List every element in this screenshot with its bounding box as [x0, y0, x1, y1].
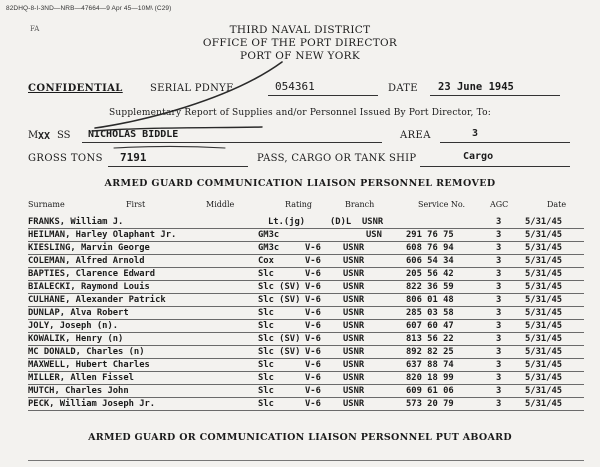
row-rating: Slc (SV) [258, 295, 301, 305]
confidential-label: CONFIDENTIAL [28, 83, 123, 94]
row-branch: USNR [343, 269, 365, 279]
row-branch-class: V-6 [305, 399, 321, 409]
corner-mark: FA [30, 25, 40, 33]
row-branch: USNR [343, 243, 365, 253]
row-date: 5/31/45 [525, 269, 563, 279]
column-header-branch: Branch [345, 200, 375, 209]
row-service-no: 820 18 99 [406, 373, 454, 383]
row-service-no: 892 82 25 [406, 347, 454, 357]
row-name: MAXWELL, Hubert Charles [28, 360, 150, 370]
ship-prefix-strikeout: XX [38, 131, 51, 142]
row-rating: Slc [258, 321, 274, 331]
row-agc: 3 [496, 334, 502, 344]
row-agc: 3 [496, 399, 502, 409]
port-heading: PORT OF NEW YORK [239, 50, 361, 62]
row-service-no: 205 56 42 [406, 269, 454, 279]
row-date: 5/31/45 [525, 347, 563, 357]
row-name: DUNLAP, Alva Robert [28, 308, 129, 318]
form-code: 82DHQ-8-I-3ND—NRB—47664—9 Apr 45—10M\ (C29) [6, 5, 172, 12]
row-date: 5/31/45 [525, 256, 563, 266]
row-rating: Cox [258, 256, 274, 266]
row-rating: Slc (SV) [258, 282, 301, 292]
row-name: HEILMAN, Harley Olaphant Jr. [28, 230, 177, 240]
row-name: KOWALIK, Henry (n) [28, 334, 124, 344]
row-agc: 3 [496, 269, 502, 279]
row-agc: 3 [496, 243, 502, 253]
row-branch: USN [366, 230, 382, 240]
area-label: AREA [400, 130, 431, 141]
gross-tons-label: GROSS TONS [28, 153, 103, 164]
row-rating: Lt.(jg) [268, 217, 306, 227]
row-date: 5/31/45 [525, 217, 563, 227]
row-branch: USNR [343, 308, 365, 318]
ship-type-label: PASS, CARGO OR TANK SHIP [257, 153, 417, 164]
row-date: 5/31/45 [525, 282, 563, 292]
row-name: PECK, William Joseph Jr. [28, 399, 156, 409]
row-rating: GM3c [258, 243, 280, 253]
row-branch: USNR [343, 386, 365, 396]
removed-section-heading: ARMED GUARD COMMUNICATION LIAISON PERSONNEL REMOVED [104, 178, 496, 189]
row-agc: 3 [496, 295, 502, 305]
row-agc: 3 [496, 230, 502, 240]
row-service-no: 573 20 79 [406, 399, 454, 409]
row-agc: 3 [496, 217, 502, 227]
row-branch-class: V-6 [305, 243, 321, 253]
serial-label: SERIAL PDNYF [150, 83, 234, 94]
row-branch-class: V-6 [305, 373, 321, 383]
row-date: 5/31/45 [525, 321, 563, 331]
row-branch-class: (D)L [330, 217, 352, 227]
column-header-agc: AGC [490, 200, 509, 209]
office-heading: OFFICE OF THE PORT DIRECTOR [202, 37, 398, 49]
date-label: DATE [388, 83, 418, 94]
row-branch: USNR [343, 321, 365, 331]
row-branch-class: V-6 [305, 334, 321, 344]
row-service-no: 806 01 48 [406, 295, 454, 305]
row-name: JOLY, Joseph (n). [28, 321, 119, 331]
row-name: KIESLING, Marvin George [28, 243, 150, 253]
row-branch: USNR [362, 217, 384, 227]
row-branch-class: V-6 [305, 282, 321, 292]
row-service-no: 606 54 34 [406, 256, 454, 266]
row-branch-class: V-6 [305, 386, 321, 396]
serial-value: 054361 [275, 80, 315, 93]
row-branch: USNR [343, 256, 365, 266]
row-service-no: 609 61 06 [406, 386, 454, 396]
row-date: 5/31/45 [525, 399, 563, 409]
row-name: COLEMAN, Alfred Arnold [28, 256, 145, 266]
row-agc: 3 [496, 282, 502, 292]
district-heading: THIRD NAVAL DISTRICT [229, 24, 371, 36]
row-service-no: 637 88 74 [406, 360, 454, 370]
row-agc: 3 [496, 308, 502, 318]
row-branch: USNR [343, 282, 365, 292]
column-header-date: Date [547, 200, 567, 209]
row-date: 5/31/45 [525, 295, 563, 305]
column-header-middle: Middle [206, 200, 235, 209]
gross-tons-value: 7191 [120, 151, 147, 164]
row-rating: Slc (SV) [258, 347, 301, 357]
date-value: 23 June 1945 [438, 81, 514, 93]
row-service-no: 608 76 94 [406, 243, 454, 253]
row-service-no: 813 56 22 [406, 334, 454, 344]
row-name: BIALECKI, Raymond Louis [28, 282, 150, 292]
ship-name: NICHOLAS BIDDLE [88, 129, 179, 140]
row-name: BAPTIES, Clarence Edward [28, 269, 156, 279]
row-branch-class: V-6 [305, 256, 321, 266]
row-branch-class: V-6 [305, 269, 321, 279]
row-agc: 3 [496, 360, 502, 370]
row-date: 5/31/45 [525, 334, 563, 344]
column-header-rating: Rating [285, 200, 313, 209]
row-rating: Slc [258, 386, 274, 396]
row-service-no: 607 60 47 [406, 321, 454, 331]
row-agc: 3 [496, 321, 502, 331]
aboard-section-heading: ARMED GUARD OR COMMUNICATION LIAISON PERSONNEL PUT ABOARD [88, 432, 512, 443]
row-date: 5/31/45 [525, 230, 563, 240]
ship-prefix: M [28, 130, 39, 141]
row-branch: USNR [343, 360, 365, 370]
row-agc: 3 [496, 386, 502, 396]
row-service-no: 285 03 58 [406, 308, 454, 318]
row-branch-class: V-6 [305, 347, 321, 357]
row-date: 5/31/45 [525, 373, 563, 383]
row-branch: USNR [343, 373, 365, 383]
row-name: MC DONALD, Charles (n) [28, 347, 145, 357]
row-date: 5/31/45 [525, 308, 563, 318]
ship-type-value: Cargo [463, 151, 494, 162]
row-rating: Slc [258, 360, 274, 370]
ship-label: SS [57, 130, 71, 141]
row-date: 5/31/45 [525, 386, 563, 396]
row-service-no: 822 36 59 [406, 282, 454, 292]
area-value: 3 [472, 128, 479, 139]
report-description: Supplementary Report of Supplies and/or Personnel Issued By Port Director, To: [109, 108, 491, 118]
row-name: MUTCH, Charles John [28, 386, 129, 396]
row-date: 5/31/45 [525, 360, 563, 370]
row-branch-class: V-6 [305, 295, 321, 305]
column-header-service-no: Service No. [418, 200, 466, 209]
row-date: 5/31/45 [525, 243, 563, 253]
column-header-surname: Surname [28, 200, 65, 209]
row-branch: USNR [343, 295, 365, 305]
row-rating: Slc [258, 373, 274, 383]
row-branch-class: V-6 [305, 308, 321, 318]
column-header-first: First [126, 200, 146, 209]
row-branch: USNR [343, 399, 365, 409]
row-rating: GM3c [258, 230, 280, 240]
row-rating: Slc [258, 399, 274, 409]
row-branch-class: V-6 [305, 321, 321, 331]
row-name: CULHANE, Alexander Patrick [28, 295, 166, 305]
row-agc: 3 [496, 347, 502, 357]
row-branch-class: V-6 [305, 360, 321, 370]
row-branch: USNR [343, 334, 365, 344]
row-branch: USNR [343, 347, 365, 357]
row-service-no: 291 76 75 [406, 230, 454, 240]
row-rating: Slc [258, 269, 274, 279]
row-agc: 3 [496, 373, 502, 383]
row-rating: Slc (SV) [258, 334, 301, 344]
row-name: FRANKS, William J. [28, 217, 124, 227]
row-agc: 3 [496, 256, 502, 266]
row-name: MILLER, Allen Fissel [28, 373, 134, 383]
row-rating: Slc [258, 308, 274, 318]
